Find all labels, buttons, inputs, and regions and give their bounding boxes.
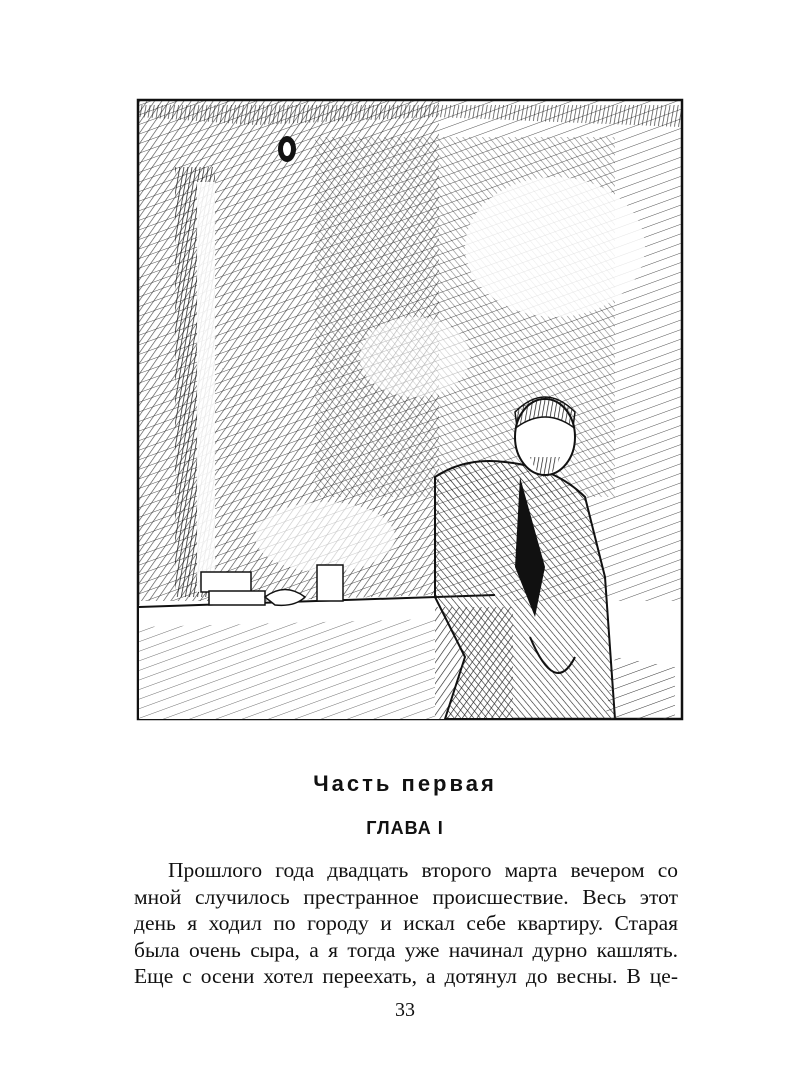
illustration	[135, 97, 685, 722]
body-line: Еще с осени хотел переехать, а дотянул до весны. В це-	[134, 964, 678, 988]
page-number: 33	[395, 999, 415, 1021]
body-line: Прошлого года двадцать второго марта вечером со	[168, 858, 678, 882]
engraving-illustration-icon	[135, 97, 685, 722]
chapter-title: ГЛАВА I	[366, 818, 444, 838]
body-line: мной случилось престранное происшествие. Весь этот	[134, 884, 678, 909]
body-line: день я ходил по городу и искал себе квартиру. Старая	[134, 911, 678, 935]
body-text	[134, 857, 678, 990]
body-line: была очень сыра, а я тогда уже начинал дурно кашлять.	[134, 937, 678, 962]
part-title: Часть первая	[313, 771, 497, 796]
